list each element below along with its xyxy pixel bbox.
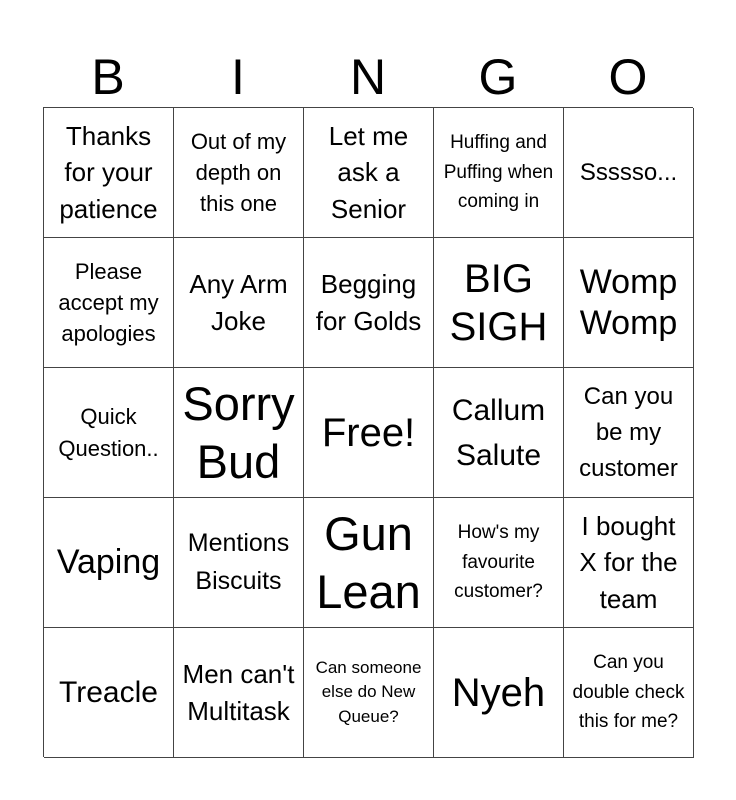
bingo-cell[interactable] [564,368,694,498]
bingo-cell[interactable] [44,628,174,758]
cell-text: Treacle [59,676,158,709]
header-letter-i: I [231,49,245,105]
cell-text: Nyeh [451,670,546,715]
bingo-cell[interactable] [304,498,434,628]
cell-text: How's my favourite customer? [454,522,543,603]
cell-text: Gun Lean [316,507,421,618]
bingo-cell[interactable] [564,498,694,628]
header-letter-o: O [608,49,648,105]
bingo-cell[interactable] [174,628,304,758]
bingo-cell[interactable] [44,108,174,238]
bingo-cell[interactable] [564,628,694,758]
cell-text: I bought X for the team [579,510,678,614]
cell-text: Can you double check this for me? [572,652,685,733]
cell-text: Men can't Multitask [182,659,295,726]
cell-text: Can you be my customer [579,382,678,482]
bingo-cell[interactable] [434,238,564,368]
bingo-cell[interactable] [304,238,434,368]
bingo-cell[interactable] [174,108,304,238]
bingo-header [43,42,693,108]
cell-text: Womp Womp [579,262,678,342]
cell-text: Sorry Bud [182,377,295,488]
cell-text: Thanks for your patience [59,120,158,224]
cell-text: Let me ask a Senior [328,120,409,224]
bingo-cell[interactable] [434,628,564,758]
header-letter-b: B [91,49,125,105]
header-letter-g: G [478,49,518,105]
bingo-cell[interactable] [564,108,694,238]
bingo-cell[interactable] [44,238,174,368]
header-letter-n: N [349,49,387,105]
bingo-cell[interactable] [304,108,434,238]
bingo-cell[interactable] [44,498,174,628]
cell-text: Please accept my apologies [58,258,159,347]
cell-text: Any Arm Joke [189,269,288,336]
bingo-cell[interactable] [434,498,564,628]
bingo-cell[interactable] [434,108,564,238]
bingo-cell[interactable] [434,368,564,498]
cell-text: Vaping [56,543,161,582]
cell-text: Mentions Biscuits [187,529,290,595]
cell-text: Can someone else do New Queue? [315,657,422,726]
cell-text: Free! [321,410,416,455]
cell-text: Callum Salute [451,393,546,472]
bingo-board [43,107,693,757]
bingo-cell[interactable] [174,368,304,498]
cell-text: Out of my depth on this one [190,128,287,217]
cell-text: BIG SIGH [449,256,548,349]
bingo-cell[interactable] [174,238,304,368]
cell-text: Ssssso... [579,158,678,186]
bingo-cell[interactable] [304,368,434,498]
cell-text: Quick Question.. [58,404,159,461]
bingo-cell[interactable] [174,498,304,628]
cell-text: Begging for Golds [315,269,422,336]
bingo-cell[interactable] [304,628,434,758]
bingo-cell[interactable] [564,238,694,368]
bingo-cell[interactable] [44,368,174,498]
cell-text: Huffing and Puffing when coming in [443,132,554,213]
